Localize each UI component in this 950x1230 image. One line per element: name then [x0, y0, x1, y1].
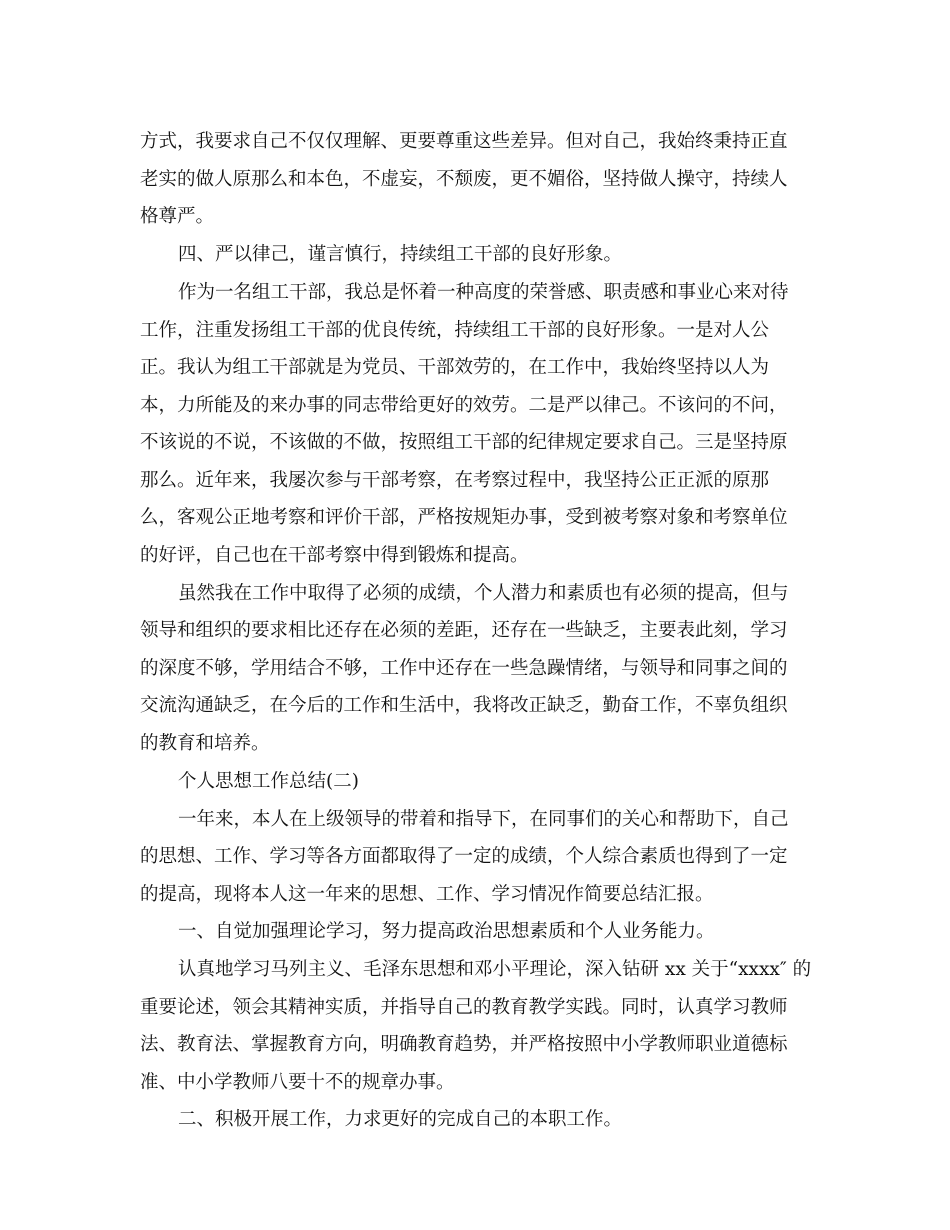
text-line: 的思想、工作、学习等各方面都取得了一定的成绩，个人综合素质也得到了一定	[140, 846, 788, 867]
section-title: 个人思想工作总结(二)	[178, 771, 359, 792]
text-line: 准、中小学教师八要十不的规章办事。	[140, 1072, 455, 1093]
section-heading: 四、严以律己，谨言慎行，持续组工干部的良好形象。	[178, 244, 623, 265]
text-line: 认真地学习马列主义、毛泽东思想和邓小平理论，深入钻研 xx 关于“xxxx″ 的	[178, 959, 812, 980]
text-line: 格尊严。	[140, 206, 215, 227]
text-line: 虽然我在工作中取得了必须的成绩，个人潜力和素质也有必须的提高，但与	[178, 583, 789, 604]
text-line: 不该说的不说，不该做的不做，按照组工干部的纪律规定要求自己。三是坚持原	[140, 432, 788, 453]
text-line: 老实的做人原那么和本色，不虚妄，不颓废，更不媚俗，坚持做人操守，持续人	[140, 169, 788, 190]
text-line: 重要论述，领会其精神实质，并指导自己的教育教学实践。同时，认真学习教师	[140, 997, 788, 1018]
text-line: 么，客观公正地考察和评价干部，严格按规矩办事，受到被考察对象和考察单位	[140, 507, 788, 528]
section-heading: 二、积极开展工作，力求更好的完成自己的本职工作。	[178, 1109, 623, 1130]
text-line: 的提高，现将本人这一年来的思想、工作、学习情况作简要总结汇报。	[140, 884, 714, 905]
text-line: 正。我认为组工干部就是为党员、干部效劳的，在工作中，我始终坚持以人为	[140, 357, 770, 378]
text-line: 作为一名组工干部，我总是怀着一种高度的荣誉感、职责感和事业心来对待	[178, 282, 789, 303]
text-line: 一年来，本人在上级领导的带着和指导下，在同事们的关心和帮助下，自己	[178, 809, 789, 830]
text-line: 的教育和培养。	[140, 733, 270, 754]
text-line: 本，力所能及的来办事的同志带给更好的效劳。二是严以律己。不该问的不问，	[140, 395, 788, 416]
text-line: 领导和组织的要求相比还存在必须的差距，还存在一些缺乏，主要表此刻，学习	[140, 620, 788, 641]
text-line: 交流沟通缺乏，在今后的工作和生活中，我将改正缺乏，勤奋工作，不辜负组织	[140, 695, 788, 716]
text-line: 的好评，自己也在干部考察中得到锻炼和提高。	[140, 545, 529, 566]
text-line: 的深度不够，学用结合不够，工作中还存在一些急躁情绪，与领导和同事之间的	[140, 658, 788, 679]
section-heading: 一、自觉加强理论学习，努力提高政治思想素质和个人业务能力。	[178, 921, 715, 942]
text-line: 那么。近年来，我屡次参与干部考察，在考察过程中，我坚持公正正派的原那	[140, 470, 770, 491]
text-line: 方式，我要求自己不仅仅理解、更要尊重这些差异。但对自己，我始终秉持正直	[140, 131, 788, 152]
text-line: 法、教育法、掌握教育方向，明确教育趋势，并严格按照中小学教师职业道德标	[140, 1034, 788, 1055]
text-line: 工作，注重发扬组工干部的优良传统，持续组工干部的良好形象。一是对人公	[140, 320, 770, 341]
